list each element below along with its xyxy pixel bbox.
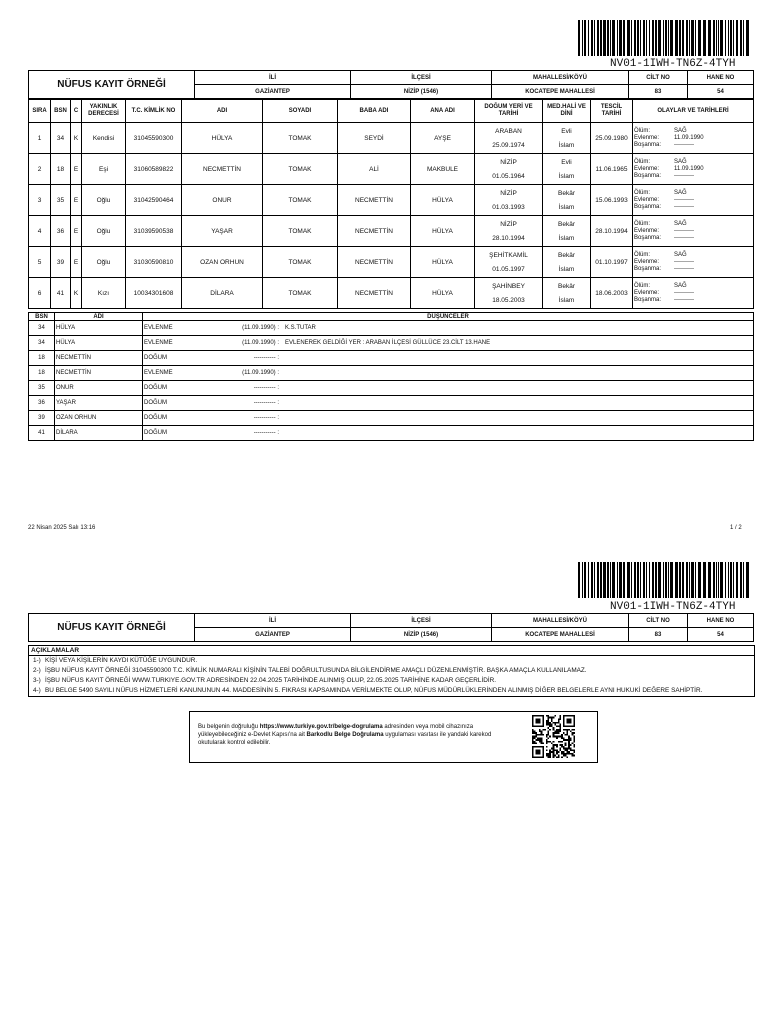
remark-row — [29, 381, 754, 396]
remark-adi: OZAN ORHUN — [55, 411, 143, 426]
column-header: ADI — [182, 100, 263, 123]
remark-text — [143, 366, 754, 381]
remark-date: ----------- : — [253, 430, 279, 436]
person-c: E — [71, 247, 82, 278]
il-value: GAZİANTEP — [195, 85, 351, 99]
event-line — [634, 266, 752, 273]
remark-bsn: 39 — [29, 411, 55, 426]
note-item — [29, 656, 754, 666]
event-label: Boşanma: — [634, 141, 662, 148]
column-header: SIRA — [29, 100, 51, 123]
remark-adi: DİLARA — [55, 426, 143, 441]
person-adi: NECMETTİN — [182, 154, 263, 185]
event-label: Evlenme: — [634, 227, 660, 234]
person-tescil: 15.06.1993 — [591, 185, 633, 216]
event-value: SAĞ — [674, 220, 687, 227]
event-label: Ölüm: — [634, 251, 651, 258]
verify-text-3: uygulaması vasıtası ile yandaki karekod okutularak kontrol edilebilir. — [198, 732, 492, 746]
person-dogum_yeri: ARABAN — [495, 127, 522, 135]
note-number: 4-) — [33, 687, 41, 694]
verify-text-1: Bu belgenin doğruluğu — [198, 724, 260, 730]
event-line — [634, 235, 752, 242]
person-ana: HÜLYA — [411, 185, 475, 216]
person-dogum_tarihi: 01.05.1964 — [492, 172, 525, 180]
remark-bsn: 34 — [29, 321, 55, 336]
barcode — [578, 20, 753, 56]
person-tc: 31060589822 — [126, 154, 182, 185]
remark-bsn: 41 — [29, 426, 55, 441]
person-din: İslam — [558, 265, 575, 273]
remark-event: DOĞUM — [144, 415, 167, 421]
column-header: BABA ADI — [338, 100, 411, 123]
remark-bsn: 34 — [29, 336, 55, 351]
column-header: ANA ADI — [411, 100, 475, 123]
event-label: Ölüm: — [634, 282, 651, 289]
barcode-page2 — [578, 562, 753, 598]
remark-row — [29, 426, 754, 441]
document-code: NV01-1IWH-TN6Z-4TYH — [610, 58, 736, 70]
person-yakinlik: Oğlu — [82, 216, 126, 247]
person-dogum_yeri: NİZİP — [500, 158, 517, 166]
doc-title: NÜFUS KAYIT ÖRNEĞİ — [29, 71, 195, 99]
person-c: E — [71, 154, 82, 185]
column-header: YAKINLIK DERECESİ — [82, 100, 126, 123]
remark-event: DOĞUM — [144, 385, 167, 391]
event-line — [634, 166, 752, 173]
person-medeni: Bekâr — [558, 251, 575, 259]
person-baba: SEYDİ — [338, 123, 411, 154]
remark-adi: YAŞAR — [55, 396, 143, 411]
remark-bsn: 36 — [29, 396, 55, 411]
event-line — [634, 297, 752, 304]
person-din: İslam — [558, 296, 575, 304]
remark-date: ----------- : — [253, 400, 279, 406]
person-baba: NECMETTİN — [338, 247, 411, 278]
person-adi: DİLARA — [182, 278, 263, 309]
remarks-bsn-header: BSN — [29, 313, 55, 321]
event-value: ---------- — [674, 296, 694, 303]
person-dogum_yeri: ŞAHİNBEY — [492, 282, 525, 290]
remark-event: EVLENME — [144, 325, 173, 331]
person-sira: 1 — [29, 123, 51, 154]
qr-code-icon — [532, 715, 575, 758]
remark-row — [29, 411, 754, 426]
event-line — [634, 252, 752, 259]
birth-cell — [475, 247, 543, 278]
hane-label-page2: HANE NO — [688, 614, 754, 628]
event-label: Boşanma: — [634, 296, 662, 303]
person-sira: 4 — [29, 216, 51, 247]
remark-date: (11.09.1990) : — [242, 325, 279, 331]
person-tescil: 01.10.1997 — [591, 247, 633, 278]
column-header: DOĞUM YERİ VE TARİHİ — [475, 100, 543, 123]
person-bsn: 41 — [51, 278, 71, 309]
person-c: K — [71, 278, 82, 309]
remark-adi: NECMETTİN — [55, 366, 143, 381]
person-soyadi: TOMAK — [263, 123, 338, 154]
person-soyadi: TOMAK — [263, 216, 338, 247]
hane-value-page2: 54 — [688, 628, 754, 642]
person-bsn: 39 — [51, 247, 71, 278]
marital-religion-cell — [543, 278, 591, 309]
person-soyadi: TOMAK — [263, 154, 338, 185]
hane-label: HANE NO — [688, 71, 754, 85]
event-value: SAĞ — [674, 158, 687, 165]
person-ana: MAKBULE — [411, 154, 475, 185]
person-yakinlik: Eşi — [82, 154, 126, 185]
person-dogum_tarihi: 25.09.1974 — [492, 141, 525, 149]
person-ana: HÜLYA — [411, 278, 475, 309]
events-cell — [633, 123, 754, 154]
events-cell — [633, 154, 754, 185]
person-sira: 3 — [29, 185, 51, 216]
note-number: 1-) — [33, 657, 41, 664]
event-value: ---------- — [674, 203, 694, 210]
event-line — [634, 159, 752, 166]
person-soyadi: TOMAK — [263, 247, 338, 278]
person-tc: 31042590464 — [126, 185, 182, 216]
events-cell — [633, 278, 754, 309]
event-value: SAĞ — [674, 189, 687, 196]
doc-title-page2: NÜFUS KAYIT ÖRNEĞİ — [29, 614, 195, 642]
remarks-adi-header: ADI — [55, 313, 143, 321]
page-number: 1 / 2 — [730, 525, 742, 531]
event-label: Boşanma: — [634, 172, 662, 179]
person-ana: HÜLYA — [411, 216, 475, 247]
remark-event: EVLENME — [144, 370, 173, 376]
print-date: 22 Nisan 2025 Salı 13:16 — [28, 525, 96, 531]
note-item — [29, 686, 754, 696]
event-label: Boşanma: — [634, 265, 662, 272]
person-medeni: Evli — [561, 127, 572, 135]
person-bsn: 36 — [51, 216, 71, 247]
remarks-dusunceler-header: DÜŞÜNCELER — [143, 313, 754, 321]
event-value: ---------- — [674, 258, 694, 265]
event-label: Ölüm: — [634, 158, 651, 165]
event-line — [634, 259, 752, 266]
birth-cell — [475, 123, 543, 154]
events-cell — [633, 247, 754, 278]
person-baba: NECMETTİN — [338, 216, 411, 247]
remark-event: DOĞUM — [144, 400, 167, 406]
remark-text — [143, 381, 754, 396]
remark-event: DOĞUM — [144, 355, 167, 361]
remark-description: K.S.TUTAR — [285, 325, 316, 331]
person-dogum_yeri: NİZİP — [500, 189, 517, 197]
person-yakinlik: Kızı — [82, 278, 126, 309]
remark-text — [143, 396, 754, 411]
column-header: BSN — [51, 100, 71, 123]
event-line — [634, 221, 752, 228]
person-medeni: Bekâr — [558, 189, 575, 197]
il-value-page2: GAZİANTEP — [195, 628, 351, 642]
mahalle-label: MAHALLESİ/KÖYÜ — [492, 71, 629, 85]
event-label: Evlenme: — [634, 289, 660, 296]
person-din: İslam — [558, 141, 575, 149]
person-soyadi: TOMAK — [263, 185, 338, 216]
event-line — [634, 197, 752, 204]
column-header: OLAYLAR VE TARİHLERİ — [633, 100, 754, 123]
remark-bsn: 35 — [29, 381, 55, 396]
birth-cell — [475, 216, 543, 247]
person-row — [29, 278, 754, 309]
header-table — [28, 70, 754, 99]
person-c: E — [71, 216, 82, 247]
remark-event: DOĞUM — [144, 430, 167, 436]
event-value: ---------- — [674, 141, 694, 148]
marital-religion-cell — [543, 247, 591, 278]
mahalle-value: KOCATEPE MAHALLESİ — [492, 85, 629, 99]
person-adi: HÜLYA — [182, 123, 263, 154]
mahalle-value-page2: KOCATEPE MAHALLESİ — [492, 628, 629, 642]
event-label: Ölüm: — [634, 189, 651, 196]
remark-date: ----------- : — [253, 415, 279, 421]
note-item — [29, 666, 754, 676]
person-row — [29, 154, 754, 185]
event-value: SAĞ — [674, 127, 687, 134]
note-text: KİŞİ VEYA KİŞİLERİN KAYDI KÜTÜĞE UYGUNDUR. — [45, 657, 198, 664]
marital-religion-cell — [543, 154, 591, 185]
verify-text-2: adresinden veya mobil cihazınıza yükleyebileceğiniz e-Devlet Kapısı'na ait — [198, 724, 474, 738]
document-code-page2: NV01-1IWH-TN6Z-4TYH — [610, 601, 736, 613]
explanations-box — [28, 645, 755, 697]
verification-text — [198, 723, 503, 747]
person-bsn: 35 — [51, 185, 71, 216]
event-label: Evlenme: — [634, 258, 660, 265]
event-line — [634, 128, 752, 135]
person-row — [29, 123, 754, 154]
verification-box — [189, 711, 598, 763]
event-value: 11.09.1990 — [674, 134, 704, 141]
birth-cell — [475, 154, 543, 185]
il-label: İLİ — [195, 71, 351, 85]
event-line — [634, 283, 752, 290]
event-value: ---------- — [674, 289, 694, 296]
verify-url[interactable]: https://www.turkiye.gov.tr/belge-dogrulama — [259, 724, 383, 730]
person-din: İslam — [558, 172, 575, 180]
event-label: Evlenme: — [634, 134, 660, 141]
remark-adi: HÜLYA — [55, 336, 143, 351]
person-medeni: Bekâr — [558, 282, 575, 290]
event-label: Boşanma: — [634, 234, 662, 241]
person-dogum_tarihi: 01.05.1997 — [492, 265, 525, 273]
event-line — [634, 173, 752, 180]
mahalle-label-page2: MAHALLESİ/KÖYÜ — [492, 614, 629, 628]
note-text: İŞBU NÜFUS KAYIT ÖRNEĞİ 31045590300 T.C. KİMLİK NUMARALI KİŞİNİN TALEBİ DOĞRULTUSUNDA BİLGİLENDİRME AMAÇLI DÜZENLENMİŞTİR. BAŞKA AMAÇLA KULLANILAMAZ. — [45, 667, 587, 674]
event-label: Evlenme: — [634, 165, 660, 172]
hane-value: 54 — [688, 85, 754, 99]
person-sira: 6 — [29, 278, 51, 309]
event-line — [634, 190, 752, 197]
event-line — [634, 142, 752, 149]
person-tescil: 11.06.1965 — [591, 154, 633, 185]
person-soyadi: TOMAK — [263, 278, 338, 309]
cilt-label: CİLT NO — [629, 71, 688, 85]
remark-text — [143, 351, 754, 366]
persons-table — [28, 99, 754, 309]
remark-row — [29, 336, 754, 351]
person-c: K — [71, 123, 82, 154]
verify-app-name: Barkodlu Belge Doğrulama — [306, 732, 384, 738]
person-medeni: Bekâr — [558, 220, 575, 228]
column-header: SOYADI — [263, 100, 338, 123]
person-baba: NECMETTİN — [338, 278, 411, 309]
person-tc: 31039590538 — [126, 216, 182, 247]
remark-description: EVLENEREK GELDİĞİ YER : ARABAN İLÇESİ GÜLLÜCE 23.CİLT 13.HANE — [285, 340, 491, 346]
person-yakinlik: Kendisi — [82, 123, 126, 154]
event-line — [634, 204, 752, 211]
il-label-page2: İLİ — [195, 614, 351, 628]
remark-adi: HÜLYA — [55, 321, 143, 336]
person-sira: 5 — [29, 247, 51, 278]
remark-date: ----------- : — [253, 355, 279, 361]
event-label: Ölüm: — [634, 127, 651, 134]
event-line — [634, 290, 752, 297]
cilt-value: 83 — [629, 85, 688, 99]
person-dogum_yeri: NİZİP — [500, 220, 517, 228]
column-header: MED.HALİ VE DİNİ — [543, 100, 591, 123]
event-label: Boşanma: — [634, 203, 662, 210]
note-number: 2-) — [33, 667, 41, 674]
marital-religion-cell — [543, 216, 591, 247]
person-tc: 10034301608 — [126, 278, 182, 309]
birth-cell — [475, 185, 543, 216]
person-tescil: 28.10.1994 — [591, 216, 633, 247]
person-tc: 31030590810 — [126, 247, 182, 278]
person-baba: ALİ — [338, 154, 411, 185]
remark-event: EVLENME — [144, 340, 173, 346]
remark-bsn: 18 — [29, 366, 55, 381]
person-medeni: Evli — [561, 158, 572, 166]
remark-text — [143, 426, 754, 441]
event-value: ---------- — [674, 265, 694, 272]
ilce-label-page2: İLÇESİ — [351, 614, 492, 628]
event-line — [634, 228, 752, 235]
person-dogum_yeri: ŞEHİTKAMİL — [489, 251, 528, 259]
person-bsn: 18 — [51, 154, 71, 185]
remark-row — [29, 321, 754, 336]
column-header: TESCİL TARİHİ — [591, 100, 633, 123]
event-label: Evlenme: — [634, 196, 660, 203]
note-item — [29, 676, 754, 686]
event-value: ---------- — [674, 172, 694, 179]
note-text: İŞBU NÜFUS KAYIT ÖRNEĞİ WWW.TURKIYE.GOV.TR ADRESİNDEN 22.04.2025 TARİHİNDE ALINMIŞ OLUP, 22.05.2025 TARİHİNE KADAR GEÇERLİDİR. — [45, 677, 497, 684]
marital-religion-cell — [543, 185, 591, 216]
person-baba: NECMETTİN — [338, 185, 411, 216]
note-text: BU BELGE 5490 SAYILI NÜFUS HİZMETLERİ KANUNUNUN 44. MADDESİNİN 5. FIKRASI KAPSAMINDA VERİLMEKTE OLUP, NÜFUS MÜDÜRLÜKLERİNDEN ALINMIŞ DİĞER BELGELERLE AYNI HUKUKİ DEĞERE SAHİPTİR. — [45, 687, 703, 694]
person-tescil: 18.06.2003 — [591, 278, 633, 309]
person-tescil: 25.09.1980 — [591, 123, 633, 154]
person-adi: YAŞAR — [182, 216, 263, 247]
person-dogum_tarihi: 28.10.1994 — [492, 234, 525, 242]
person-ana: HÜLYA — [411, 247, 475, 278]
marital-religion-cell — [543, 123, 591, 154]
person-dogum_tarihi: 01.03.1993 — [492, 203, 525, 211]
event-value: ---------- — [674, 234, 694, 241]
person-row — [29, 247, 754, 278]
event-value: ---------- — [674, 196, 694, 203]
column-header: C — [71, 100, 82, 123]
ilce-label: İLÇESİ — [351, 71, 492, 85]
events-cell — [633, 185, 754, 216]
remark-row — [29, 366, 754, 381]
remark-date: ----------- : — [253, 385, 279, 391]
person-ana: AYŞE — [411, 123, 475, 154]
person-adi: ONUR — [182, 185, 263, 216]
cilt-label-page2: CİLT NO — [629, 614, 688, 628]
person-yakinlik: Oğlu — [82, 185, 126, 216]
person-din: İslam — [558, 234, 575, 242]
event-value: SAĞ — [674, 282, 687, 289]
column-header: T.C. KİMLİK NO — [126, 100, 182, 123]
event-line — [634, 135, 752, 142]
person-tc: 31045590300 — [126, 123, 182, 154]
birth-cell — [475, 278, 543, 309]
person-bsn: 34 — [51, 123, 71, 154]
remark-text — [143, 411, 754, 426]
ilce-value-page2: NİZİP (1546) — [351, 628, 492, 642]
explanations-title: AÇIKLAMALAR — [29, 646, 754, 656]
cilt-value-page2: 83 — [629, 628, 688, 642]
person-yakinlik: Oğlu — [82, 247, 126, 278]
event-value: SAĞ — [674, 251, 687, 258]
person-row — [29, 216, 754, 247]
person-adi: OZAN ORHUN — [182, 247, 263, 278]
event-value: 11.09.1990 — [674, 165, 704, 172]
remark-date: (11.09.1990) : — [242, 340, 279, 346]
ilce-value: NİZİP (1546) — [351, 85, 492, 99]
remark-text — [143, 336, 754, 351]
note-number: 3-) — [33, 677, 41, 684]
remark-text — [143, 321, 754, 336]
events-cell — [633, 216, 754, 247]
remark-bsn: 18 — [29, 351, 55, 366]
person-din: İslam — [558, 203, 575, 211]
remark-row — [29, 351, 754, 366]
header-table-page2 — [28, 613, 754, 642]
event-label: Ölüm: — [634, 220, 651, 227]
person-dogum_tarihi: 18.05.2003 — [492, 296, 525, 304]
remark-row — [29, 396, 754, 411]
remark-adi: NECMETTİN — [55, 351, 143, 366]
remarks-table — [28, 312, 754, 441]
person-sira: 2 — [29, 154, 51, 185]
event-value: ---------- — [674, 227, 694, 234]
person-c: E — [71, 185, 82, 216]
person-row — [29, 185, 754, 216]
remark-date: (11.09.1990) : — [242, 370, 279, 376]
remark-adi: ONUR — [55, 381, 143, 396]
